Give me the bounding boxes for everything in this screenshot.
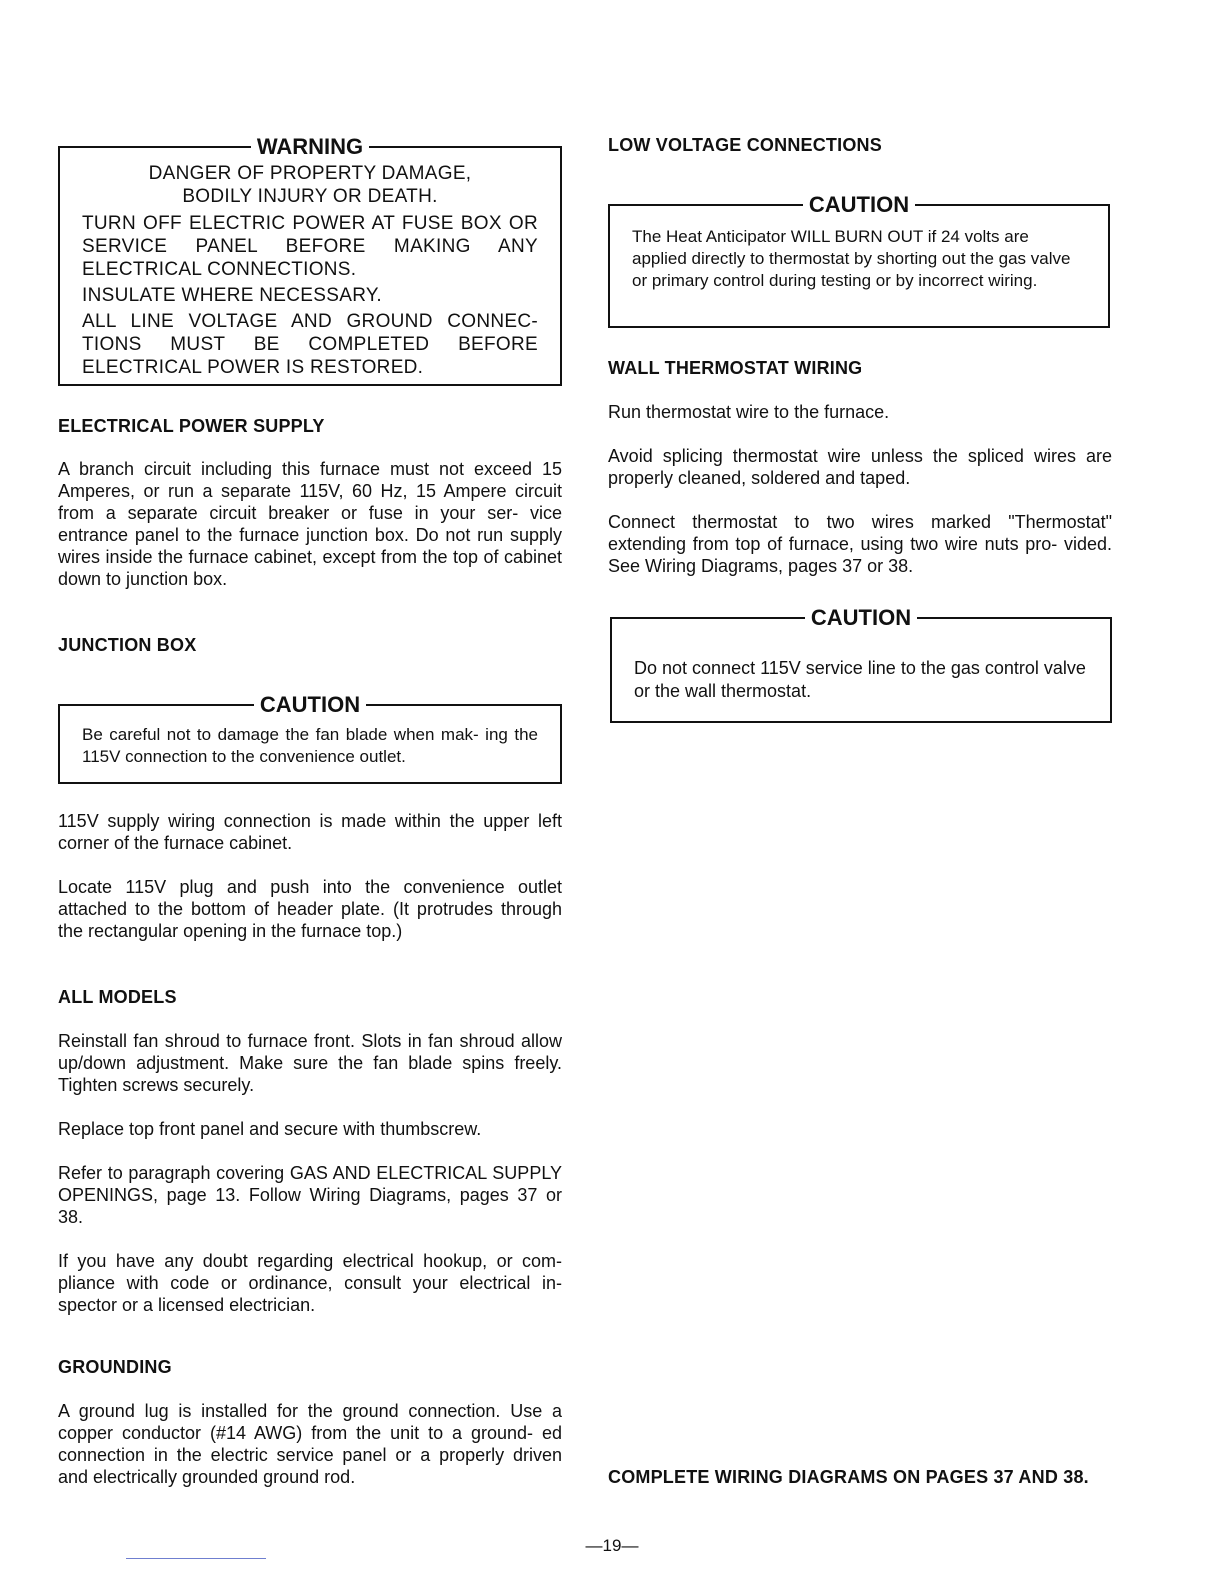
warning-para-2: INSULATE WHERE NECESSARY.: [82, 285, 382, 306]
title-rule-left: [60, 705, 254, 706]
warning-title: WARNING: [251, 134, 369, 160]
warning-line-1: DANGER OF PROPERTY DAMAGE,: [148, 163, 472, 184]
title-rule-left: [610, 205, 803, 206]
warning-title-bar: [60, 134, 560, 160]
grounding-text: A ground lug is installed for the ground connection. Use a copper conductor (#14 AWG) from the unit to a ground- ed connection in the electric service panel or a properly driven and electrically grounded ground rod.: [58, 1401, 562, 1487]
all-models-para-2: Replace top front panel and secure with thumbscrew.: [58, 1119, 482, 1139]
junction-caution-title-bar: [60, 692, 560, 718]
heading-grounding: GROUNDING: [58, 1357, 172, 1377]
thermostat-caution-title: CAUTION: [805, 605, 917, 631]
all-models-para-4: If you have any doubt regarding electrical hookup, or com- pliance with code or ordinance, consult your electrical in- spector or a licensed electrician.: [58, 1251, 562, 1315]
junction-para-1: 115V supply wiring connection is made within the upper left corner of the furnace cabinet.: [58, 811, 562, 853]
title-rule-right: [366, 705, 560, 706]
low-voltage-caution-text: The Heat Anticipator WILL BURN OUT if 24 volts are applied directly to thermostat by shorting out the gas valve or primary control during testing or by incorrect wiring.: [632, 227, 1071, 290]
warning-para-3: ALL LINE VOLTAGE AND GROUND CONNEC- TIONS MUST BE COMPLETED BEFORE ELECTRICAL POWER IS RESTORED.: [82, 311, 538, 378]
low-voltage-caution-title: CAUTION: [803, 192, 915, 218]
heading-low-voltage: LOW VOLTAGE CONNECTIONS: [608, 135, 882, 155]
warning-box: [58, 134, 562, 386]
low-voltage-caution-body: [632, 226, 1086, 292]
junction-caution-title: CAUTION: [254, 692, 366, 718]
heading-all-models: ALL MODELS: [58, 987, 177, 1007]
all-models-para-1: Reinstall fan shroud to furnace front. Slots in fan shroud allow up/down adjustment. Make sure the fan blade spins freely. Tighten screws securely.: [58, 1031, 562, 1095]
heading-electrical-power-supply: ELECTRICAL POWER SUPPLY: [58, 416, 325, 436]
thermostat-caution-title-bar: [612, 605, 1110, 631]
low-voltage-caution-title-bar: [610, 192, 1108, 218]
thermostat-para-1: Run thermostat wire to the furnace.: [608, 402, 890, 422]
title-rule-left: [612, 618, 805, 619]
heading-wall-thermostat-wiring: WALL THERMOSTAT WIRING: [608, 358, 863, 378]
title-rule-right: [369, 147, 560, 148]
low-voltage-caution-box: [608, 192, 1110, 328]
title-rule-right: [915, 205, 1108, 206]
thermostat-caution-box: [610, 605, 1112, 723]
footer-note: COMPLETE WIRING DIAGRAMS ON PAGES 37 AND 38.: [608, 1467, 1089, 1487]
all-models-para-3: Refer to paragraph covering GAS AND ELECTRICAL SUPPLY OPENINGS, page 13. Follow Wiring Diagrams, pages 37 or 38.: [58, 1163, 562, 1227]
junction-caution-box: [58, 692, 562, 784]
footer-rule: [126, 1558, 266, 1559]
thermostat-caution-body: [634, 657, 1088, 703]
warning-para-1: TURN OFF ELECTRIC POWER AT FUSE BOX OR SERVICE PANEL BEFORE MAKING ANY ELECTRICAL CONNECTIONS.: [82, 213, 538, 280]
warning-line-2: BODILY INJURY OR DEATH.: [182, 186, 438, 207]
page-number: —19—: [585, 1536, 639, 1555]
thermostat-para-2: Avoid splicing thermostat wire unless the spliced wires are properly cleaned, soldered and taped.: [608, 446, 1112, 488]
junction-caution-body: [82, 724, 538, 768]
heading-junction-box: JUNCTION BOX: [58, 635, 197, 655]
junction-caution-text: Be careful not to damage the fan blade when mak- ing the 115V connection to the convenience outlet.: [82, 725, 538, 766]
title-rule-right: [917, 618, 1110, 619]
title-rule-left: [60, 147, 251, 148]
thermostat-para-3: Connect thermostat to two wires marked "Thermostat" extending from top of furnace, using two wire nuts pro- vided. See Wiring Diagrams, pages 37 or 38.: [608, 512, 1112, 576]
thermostat-caution-text: Do not connect 115V service line to the gas control valve or the wall thermostat.: [634, 658, 1086, 701]
junction-para-2: Locate 115V plug and push into the convenience outlet attached to the bottom of header plate. (It protrudes through the rectangular opening in the furnace top.): [58, 877, 562, 941]
power-supply-text: A branch circuit including this furnace must not exceed 15 Amperes, or run a separate 115V, 60 Hz, 15 Ampere circuit from a separate circuit breaker or fuse in your ser- vice entrance panel to the furnace junction box. Do not run supply wires inside the furnace cabinet, except from the top of cabinet down to junction box.: [58, 459, 562, 589]
warning-body: [82, 162, 538, 379]
